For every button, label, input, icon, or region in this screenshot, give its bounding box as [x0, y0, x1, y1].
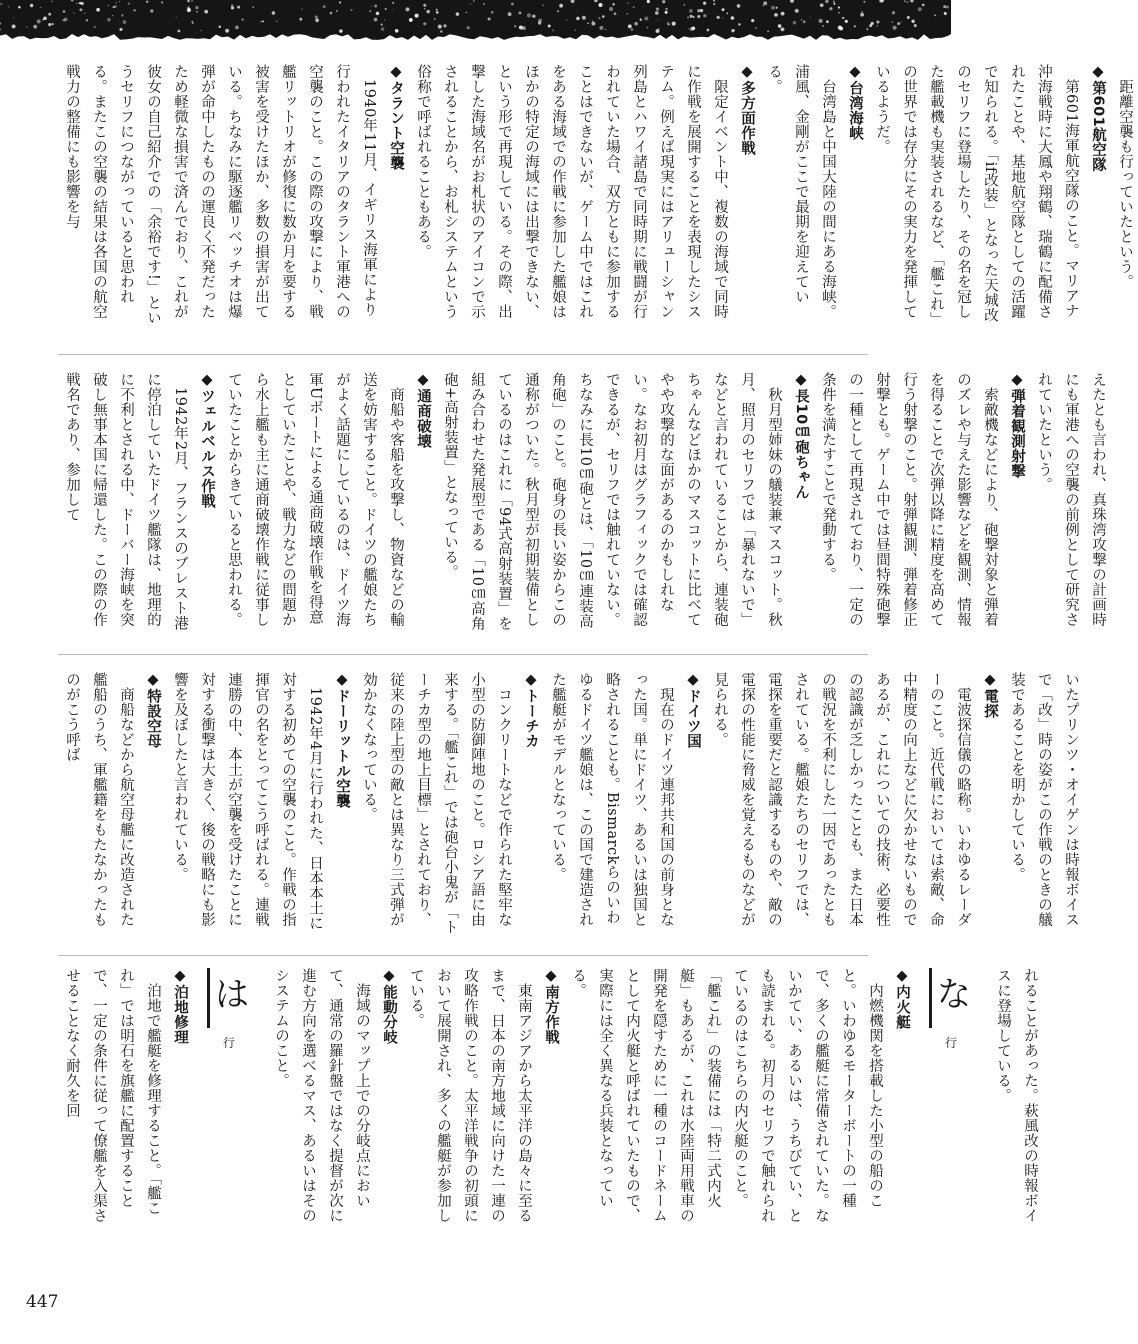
glossary-term [166, 968, 193, 1230]
tier-divider [58, 654, 868, 655]
glossary-term [679, 672, 706, 936]
section-gyo: 行 [945, 1036, 958, 1050]
body-paragraph: 商船などから航空母艦に改造された艦船のうち、軍艦籍をもたなかったものがこう呼ば [64, 672, 134, 927]
glossary-term [888, 968, 915, 1230]
diamond-bullet-icon: ◆ [685, 672, 701, 689]
glossary-term [787, 372, 814, 634]
diamond-bullet-icon: ◆ [982, 672, 998, 689]
body-paragraph: 東南アジアから太平洋の島々に至るまで、日本の南方地域に向けた一連の攻略作戦のこと。太平洋戦争の初頭において展開され、多くの艦艇が参加している。 [408, 968, 532, 1223]
body-paragraph: 商船や客船を攻撃し、物資などの輸送を妨害すること。ドイツの艦娘たちがよく話題にしているのは、ドイツ海軍Uボートによる通商破壊作戦を得意としていたことや、戦力などの問題から水上艦も主に通商破壊作戦に従事していたことからきていると思われる。 [226, 372, 404, 627]
diamond-bullet-icon: ◆ [543, 968, 559, 985]
section-kana: は [215, 975, 250, 1015]
glossary-term [733, 64, 760, 329]
diamond-bullet-icon: ◆ [1090, 64, 1106, 81]
section-rule [207, 968, 210, 1028]
body-paragraph: 秋月型姉妹の艤装兼マスコット。秋月、照月のセリフでは「暴れないで」などと言われていることから、連装砲ちゃんなどほかのマスコットに比べてやや攻撃的な面があるのかもしれない。なお初月はグラフィックでは確認できるが、セリフでは触れていない。ちなみに長10㎝砲とは、「10㎝連装高角砲」のこと。砲身の長い姿からこの通称がついた。秋月型が初期装備としているのはこれに「94式高射装置」を組み合わせた発展型である「10㎝高角砲+高射装置」となっている。 [442, 372, 782, 632]
diamond-bullet-icon: ◆ [894, 968, 910, 985]
body-paragraph: 距離空襲も行っていたという。 [1117, 78, 1133, 289]
glossary-term [139, 672, 166, 936]
body-paragraph: 1942年2月、フランスのブレスト港に停泊していたドイツ艦隊は、地理的に不利とされる中、ドーバー海峡を突破し無事本国に帰還した。この際の作戦名であり、参加して [64, 372, 188, 631]
body-paragraph: 1942年4月に行われた、日本本土に対する初めての空襲のこと。作戦の指揮官の名をとってこう呼ばれる。連戦連勝の中、本土が空襲を受けたことに対する衝撃は大きく、後の戦略にも影響を及ぼしたと言われている。 [172, 672, 323, 931]
tier-divider [58, 955, 868, 956]
diamond-bullet-icon: ◆ [334, 672, 350, 689]
diamond-bullet-icon: ◆ [739, 64, 755, 81]
body-paragraph: 第601海軍航空隊のこと。マリアナ沖海戦時に大鳳や翔鶴、瑞鶴に配備されたことや、基地航空隊としての活躍で知られる。「if改装」となった天城改のセリフに登場したり、その名を冠した艦載機も実装されるなど、「艦これ」の世界では存分にその実力を発揮しているようだ。 [874, 64, 1079, 327]
glossary-term [1084, 64, 1111, 329]
glossary-term [375, 968, 402, 1230]
glossary-term-label: 内火艇 [894, 984, 910, 1030]
glossary-term-label: 多方面作戦 [739, 80, 755, 156]
section-heading [203, 968, 257, 1230]
glossary-term-label: ドーリットル空襲 [334, 688, 350, 809]
diamond-bullet-icon: ◆ [793, 372, 809, 389]
glossary-term [382, 64, 409, 329]
text-flow [58, 968, 1043, 1230]
body-paragraph: 索敵機などにより、砲撃対象と弾着のズレや与えた影響などを観測、情報を得ることで次弾以降に精度を高めて行う射撃のこと。射弾観測、弾着修正射撃とも。ゲーム中では昼間特殊砲撃の一種として再現されており、一定の条件を満たすことで発動する。 [820, 372, 998, 627]
diamond-bullet-icon: ◆ [388, 64, 404, 81]
diamond-bullet-icon: ◆ [199, 372, 215, 389]
section-heading [925, 968, 979, 1230]
column-tier-top [58, 64, 1133, 329]
body-paragraph: れることがあった。萩風改の時報ボイスに登場している。 [995, 968, 1038, 1223]
header-ink-band [0, 0, 951, 44]
body-paragraph: コンクリートなどで作られた堅牢な小型の防御陣地のこと。ロシア語に由来する。「艦これ」では砲台小鬼が「トーチカ型の地上目標」とされており、従来の陸上型の敵とは異なり三式弾が効かなくなっている。 [361, 672, 512, 935]
section-kana: な [937, 975, 972, 1015]
body-paragraph: 内燃機関を搭載した小型の船のこと。いわゆるモーターボートの一種で、多くの艦艇に常備されていた。ないかてい、あるいは、うちびてい、とも読まれる。初月のセリフで触れられているのはこちらの内火艇のこと。「艦これ」の装備には「特二式内火艇」もあるが、これは水陸両用戦車の開発を隠すために一種のコードネームとして内火艇と呼ばれていたもので、実際には全く異なる兵装となっている。 [570, 968, 883, 1223]
glossary-term-label: 南方作戦 [543, 984, 559, 1045]
section-rule [929, 968, 932, 1028]
body-paragraph: 1940年11月、イギリス海軍により行われたイタリアのタラント軍港への空襲のこと。この際の攻撃により、戦艦リットリオが修復に数か月を要する被害を受けたほか、多数の損害が出ている。ちなみに駆逐艦リベッチオは爆弾が命中したものの運良く不発だったため軽微な損害で済んでおり、これが彼女の自己紹介での「余裕です!」というセリフにつながっていると思われる。またこの空襲の結果は各国の航空戦力の整備にも影響を与 [64, 64, 377, 326]
glossary-term [1003, 372, 1030, 634]
glossary-term [841, 64, 868, 329]
body-paragraph: 泊地で艦艇を修理すること。「艦これ」では明石を旗艦に配置することで、一定の条件に従って僚艦を入渠させることなく耐久を回 [64, 968, 161, 1223]
diamond-bullet-icon: ◆ [415, 372, 431, 389]
glossary-term-label: 特設空母 [145, 688, 161, 749]
column-tier-bottom [58, 968, 1038, 1230]
glossary-term [537, 968, 564, 1230]
glossary-term-label: ツェルベルス作戦 [199, 388, 215, 509]
glossary-term-label: 電探 [982, 688, 998, 719]
glossary-term-label: 通商破壊 [415, 388, 431, 449]
diamond-bullet-icon: ◆ [847, 64, 863, 81]
glossary-term-label: 長10㎝砲ちゃん [793, 388, 809, 500]
body-paragraph: 電波探信儀の略称。いわゆるレーダーのこと。近代戦においては索敵、命中精度の向上などに欠かせないものであるが、これについての技術、必要性の認識が乏しかったことも、また日本の戦況を不利にした一因であったともされている。艦娘たちのセリフでは、電探を重要だと認識するものや、敵の電探の性能に脅威を覚えるものなどが見られる。 [712, 672, 971, 927]
glossary-term-label: 能動分岐 [381, 984, 397, 1045]
body-paragraph: 現在のドイツ連邦共和国の前身となった国。単にドイツ、あるいは独国と略されることも。Bismarckらのいわゆるドイツ艦娘は、この国で建造された艦艇がモデルとなっている。 [550, 672, 674, 927]
body-paragraph: いたプリンツ・オイゲンは時報ボイスで「改」時の姿がこの作戦のときの艤装であることを明かしている。 [1009, 672, 1079, 927]
glossary-term-label: タラント空襲 [388, 80, 404, 171]
glossary-term [409, 372, 436, 634]
glossary-term-label: 泊地修理 [172, 984, 188, 1045]
text-flow [58, 672, 1084, 936]
text-flow [58, 64, 1138, 329]
diamond-bullet-icon: ◆ [145, 672, 161, 689]
tier-divider [58, 354, 868, 355]
glossary-term-label: トーチカ [523, 688, 539, 749]
column-tier-lower [58, 672, 1079, 936]
text-flow [58, 372, 1111, 634]
section-gyo: 行 [223, 1036, 236, 1050]
glossary-term-label: ドイツ国 [685, 688, 701, 749]
diamond-bullet-icon: ◆ [523, 672, 539, 689]
page-number: 447 [26, 1292, 59, 1312]
column-tier-middle [58, 372, 1106, 634]
glossary-term [328, 672, 355, 936]
body-paragraph: 台湾島と中国大陸の間にある海峡。浦風、金剛がここで最期を迎えている。 [766, 64, 836, 319]
glossary-term [976, 672, 1003, 936]
glossary-term-label: 弾着観測射撃 [1009, 388, 1025, 479]
diamond-bullet-icon: ◆ [381, 968, 397, 985]
glossary-term [517, 672, 544, 936]
glossary-term-label: 第601航空隊 [1090, 80, 1106, 173]
diamond-bullet-icon: ◆ [1009, 372, 1025, 389]
glossary-term [193, 372, 220, 634]
glossary-term-label: 台湾海峡 [847, 80, 863, 141]
body-paragraph: えたとも言われ、真珠湾攻撃の計画時にも軍港への空襲の前例として研究されていたという。 [1036, 372, 1106, 627]
body-paragraph: 海域のマップ上での分岐点において、通常の羅針盤ではなく提督が次に進む方向を選べるマス、あるいはそのシステムのこと。 [273, 968, 370, 1223]
diamond-bullet-icon: ◆ [172, 968, 188, 985]
body-paragraph: 限定イベント中、複数の海域で同時に作戦を展開することを表現したシステム。例えば現実にはアリューシャン列島とハワイ諸島で同時期に戦闘が行われていた場合、双方ともに参加することはできないが、ゲーム中ではこれをある海域での作戦に参加した艦娘はほかの特定の海域には出撃できない、という形で再現している。その際、出撃した海域名がお札状のアイコンで示されることから、お札システムという俗称で呼ばれることもある。 [415, 64, 728, 319]
